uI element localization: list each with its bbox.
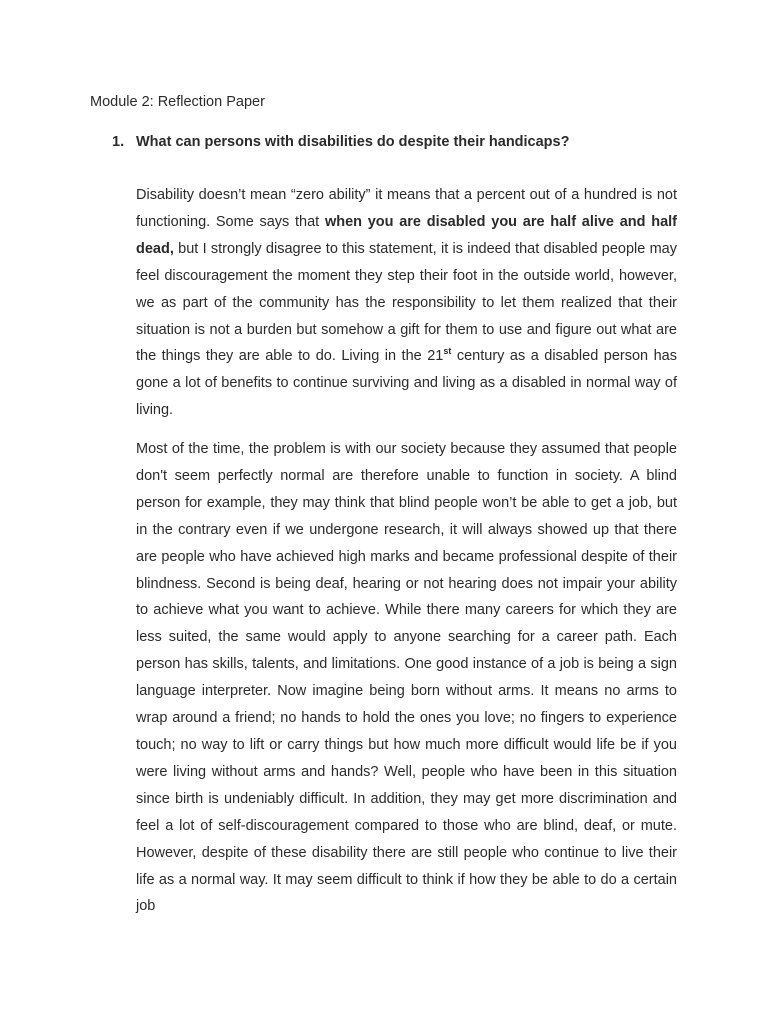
paragraph-1-text-b: but I strongly disagree to this statement, it is indeed that disabled people may feel discouragement the moment they step their foot in the outside world, however, we as part of the community has the responsibility to let them realized that their situation is not a burden but somehow a gift for them to use and figure out what are the things they are able to do. Living in the 21 — [136, 240, 677, 365]
paragraph-1-text-c: century as a disabled person has gone a lot of benefits to continue surviving and living as a disabled in normal way of living. — [136, 348, 677, 419]
paragraph-2: Most of the time, the problem is with our society because they assumed that people don't seem perfectly normal are therefore unable to function in society. A blind person for example, they may think that blind people won’t be able to get a job, but in the contrary even if we undergone research, it will always showed up that there are people who have achieved high marks and became professional despite of their blindness. Second is being deaf, hearing or not hearing does not impair your ability to achieve what you want to achieve. While there many careers for which they are less suited, the same would apply to anyone searching for a career path. Each person has skills, talents, and limitations. One good instance of a job is being a sign language interpreter. Now imagine being born without arms. It means no arms to wrap around a friend; no hands to hold the ones you love; no fingers to experience touch; no way to lift or carry things but how much more difficult would life be if you were living without arms and hands? Well, people who have been in this situation since birth is undeniably difficult. In addition, they may get more discrimination and feel a lot of self-discouragement compared to those who are blind, deaf, or mute. However, despite of these disability there are still people who continue to live their life as a normal way. It may seem difficult to think if how they be able to do a certain job — [136, 441, 677, 915]
question-text: What can persons with disabilities do despite their handicaps? — [136, 134, 570, 150]
paragraph-1-text-a: Disability doesn’t mean “zero ability” it means that a percent out of a hundred is not functioning. Some says that — [136, 187, 677, 230]
ordinal-superscript: st — [443, 346, 452, 357]
document-title: Module 2: Reflection Paper — [90, 94, 265, 110]
question-heading — [112, 132, 569, 152]
paragraph-1-bold-quote: when you are disabled you are half alive and half dead, — [136, 213, 677, 257]
paragraph-1 — [136, 182, 677, 424]
question-number: 1. — [112, 134, 125, 150]
